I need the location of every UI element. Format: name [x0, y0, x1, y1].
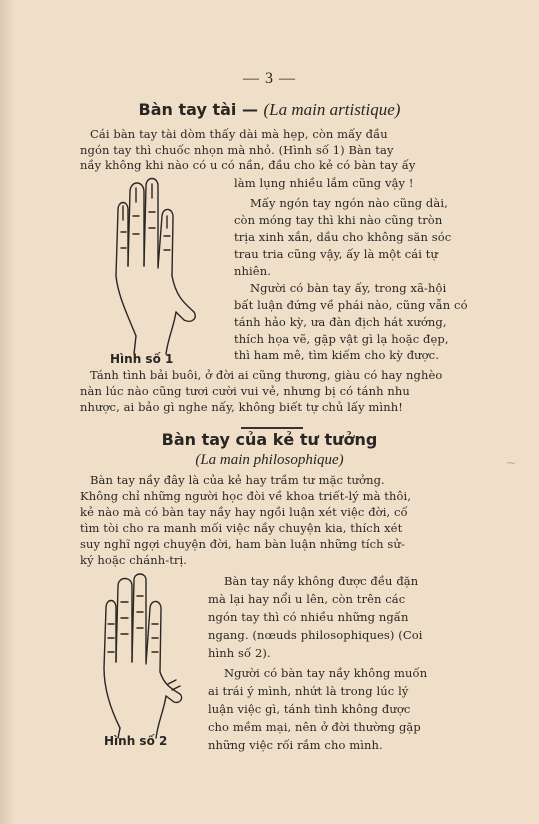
page-edge-shadow [0, 0, 14, 824]
section1-title [0, 100, 539, 120]
s1-line-3: nầy không khi nào có u có nần, đầu cho kẻ có bàn tay ấy [80, 158, 416, 172]
s2-line-3: kẻ nào mà có bàn tay nầy hay ngồi luận xét việc đời, cố [80, 505, 408, 519]
s1-line-1: Cái bàn tay tài dòm thấy dài mà hẹp, còn mấy đầu [90, 127, 388, 141]
section1-title-italic: (La main artistique) [263, 100, 401, 119]
s1-after-2: nàn lúc nào cũng tươi cười vui vẻ, nhưng bị có tánh nhu [80, 384, 410, 398]
section1-title-bold: Bàn tay tài — [138, 100, 258, 119]
s1-right-7: Người có bàn tay ấy, trong xã-hội [250, 281, 447, 295]
s1-after-1: Tánh tình bải buôi, ở đời ai cũng thương, giàu có hay nghèo [90, 368, 443, 382]
s2-right-10: những việc rối rắm cho mình. [208, 738, 383, 752]
s2-right-6: Người có bàn tay nầy không muốn [224, 666, 428, 680]
s1-right-4: trịa xinh xắn, dầu cho không săn sóc [234, 230, 452, 244]
s2-right-8: luận việc gì, tánh tình không được [208, 702, 411, 716]
s2-right-5: hình số 2). [208, 646, 271, 660]
s2-right-9: cho mềm mại, nên ở đời thường gặp [208, 720, 421, 734]
s2-right-2: mà lại hay nổi u lên, còn trên các [208, 592, 406, 606]
figure2-caption: Hình số 2 [104, 734, 168, 748]
s2-right-7: ai trái ý mình, nhứt là trong lúc lý [208, 684, 409, 698]
page-number: — 3 — [243, 70, 296, 87]
s1-right-10: thích họa vẽ, gặp vật gì lạ hoặc đẹp, [234, 332, 449, 346]
s2-right-3: ngón tay thì có nhiều những ngấn [208, 610, 409, 624]
s1-right-3: còn móng tay thì khi nào cũng tròn [234, 213, 443, 227]
section-divider [241, 427, 303, 429]
section2-title: Bàn tay của kẻ tư tưởng [161, 430, 378, 449]
s1-right-8: bất luận đứng về phái nào, cũng vẫn có [234, 298, 468, 312]
s1-right-1: làm lụng nhiều lắm cũng vậy ! [234, 176, 414, 190]
s2-line-1: Bàn tay nầy đây là của kẻ hay trầm tư mặc tưởng. [90, 473, 385, 487]
s1-right-9: tánh hảo kỳ, ưa đàn địch hát xướng, [234, 315, 447, 329]
s1-right-2: Mấy ngón tay ngón nào cũng dài, [250, 196, 448, 210]
s2-line-5: suy nghĩ ngợi chuyện đời, ham bàn luận những tích sử- [80, 537, 405, 551]
s2-right-4: ngang. (nœuds philosophiques) (Coi [208, 628, 423, 642]
hand-figure-1 [88, 176, 204, 356]
s2-line-6: ký hoặc chánh-trị. [80, 553, 188, 567]
hand-figure-2 [80, 572, 200, 742]
section2-subtitle: (La main philosophique) [195, 452, 344, 468]
s1-right-11: thì ham mê, tìm kiếm cho kỳ được. [234, 348, 439, 362]
s1-line-2: ngón tay thì chuốc nhọn mà nhỏ. (Hình số 1) Bàn tay [80, 143, 394, 157]
margin-mark: ~ [506, 456, 517, 470]
s2-line-4: tìm tòi cho ra manh mối việc nầy chuyện kia, thích xét [80, 521, 403, 535]
s1-after-3: nhược, ai bảo gì nghe nấy, không biết tự chủ lấy mình! [80, 400, 403, 414]
s1-right-6: nhiên. [234, 264, 271, 278]
figure1-caption: Hình số 1 [110, 352, 174, 366]
s2-right-1: Bàn tay nầy không được đều đặn [224, 574, 419, 588]
s2-line-2: Không chỉ những người học đòi về khoa triết-lý mà thôi, [80, 489, 412, 503]
s1-right-5: trau tria cũng vậy, ấy là một cái tự [234, 247, 439, 261]
